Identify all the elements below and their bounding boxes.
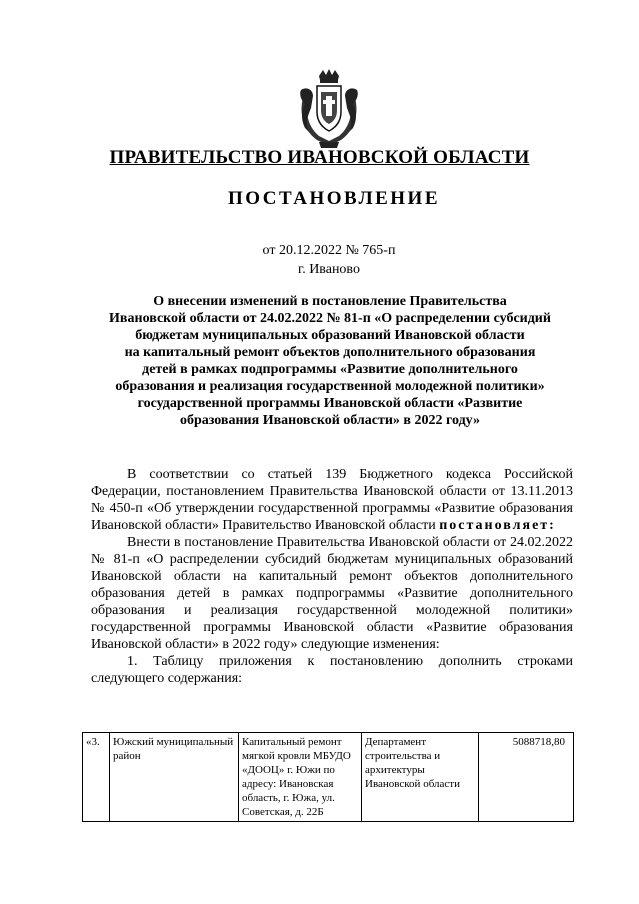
- coat-of-arms-emblem: [297, 68, 361, 150]
- title-line: образования и реализация государственной молодежной политики»: [115, 379, 545, 394]
- decree-title: [100, 293, 560, 429]
- government-title: ПРАВИТЕЛЬСТВО ИВАНОВСКОЙ ОБЛАСТИ: [109, 147, 530, 168]
- paragraph-preamble: [91, 466, 573, 534]
- cell-number: «3.: [83, 733, 110, 822]
- cell-object: Капитальный ремонт мягкой кровли МБУДО «ДООЦ» г. Южи по адресу: Ивановская область, г. Южа, ул. Советская, д. 22Б: [239, 733, 362, 822]
- preamble-text: В соответствии со статьей 139 Бюджетного кодекса Российской Федерации, постановлением Правительства Ивановской области от 13.11.2013 № 450-п «Об утверждении государственной программы «Развитие образования Ивановской области» Правительство Ивановской области: [91, 467, 573, 533]
- title-line: Ивановской области от 24.02.2022 № 81-п «О распределении субсидий: [109, 311, 551, 326]
- resolves-word: постановляет:: [439, 518, 556, 533]
- paragraph-item-1: 1. Таблицу приложения к постановлению дополнить строками следующего содержания:: [91, 654, 573, 686]
- city-line: г. Иваново: [298, 262, 360, 277]
- cell-amount: 5088718,80: [479, 733, 574, 822]
- cell-municipality: Южский муниципальный район: [110, 733, 239, 822]
- table-row: [83, 733, 574, 822]
- title-line: детей в рамках подпрограммы «Развитие дополнительного: [142, 362, 518, 377]
- date-line: от 20.12.2022 № 765-п: [262, 243, 396, 258]
- title-line: на капитальный ремонт объектов дополнительного образования: [124, 345, 536, 360]
- title-line: О внесении изменений в постановление Правительства: [153, 294, 507, 309]
- title-line: образования Ивановской области» в 2022 году»: [179, 413, 481, 428]
- title-line: государственной программы Ивановской области «Развитие: [137, 396, 523, 411]
- cell-department: Департамент строительства и архитектуры Ивановской области: [362, 733, 479, 822]
- document-body: [91, 466, 573, 687]
- document-type: ПОСТАНОВЛЕНИЕ: [227, 188, 441, 209]
- title-line: бюджетам муниципальных образований Ивановской области: [135, 328, 525, 343]
- paragraph-amendment: Внести в постановление Правительства Ивановской области от 24.02.2022 № 81-п «О распределении субсидий бюджетам муниципальных образований Ивановской области на капитальный ремонт объектов дополнительного образования детей в рамках подпрограммы «Развитие дополнительного образования и реализация государственной молодежной политики» государственной программы Ивановской области «Развитие образования Ивановской области» в 2022 году» следующие изменения:: [91, 535, 573, 652]
- insert-table: [82, 732, 574, 822]
